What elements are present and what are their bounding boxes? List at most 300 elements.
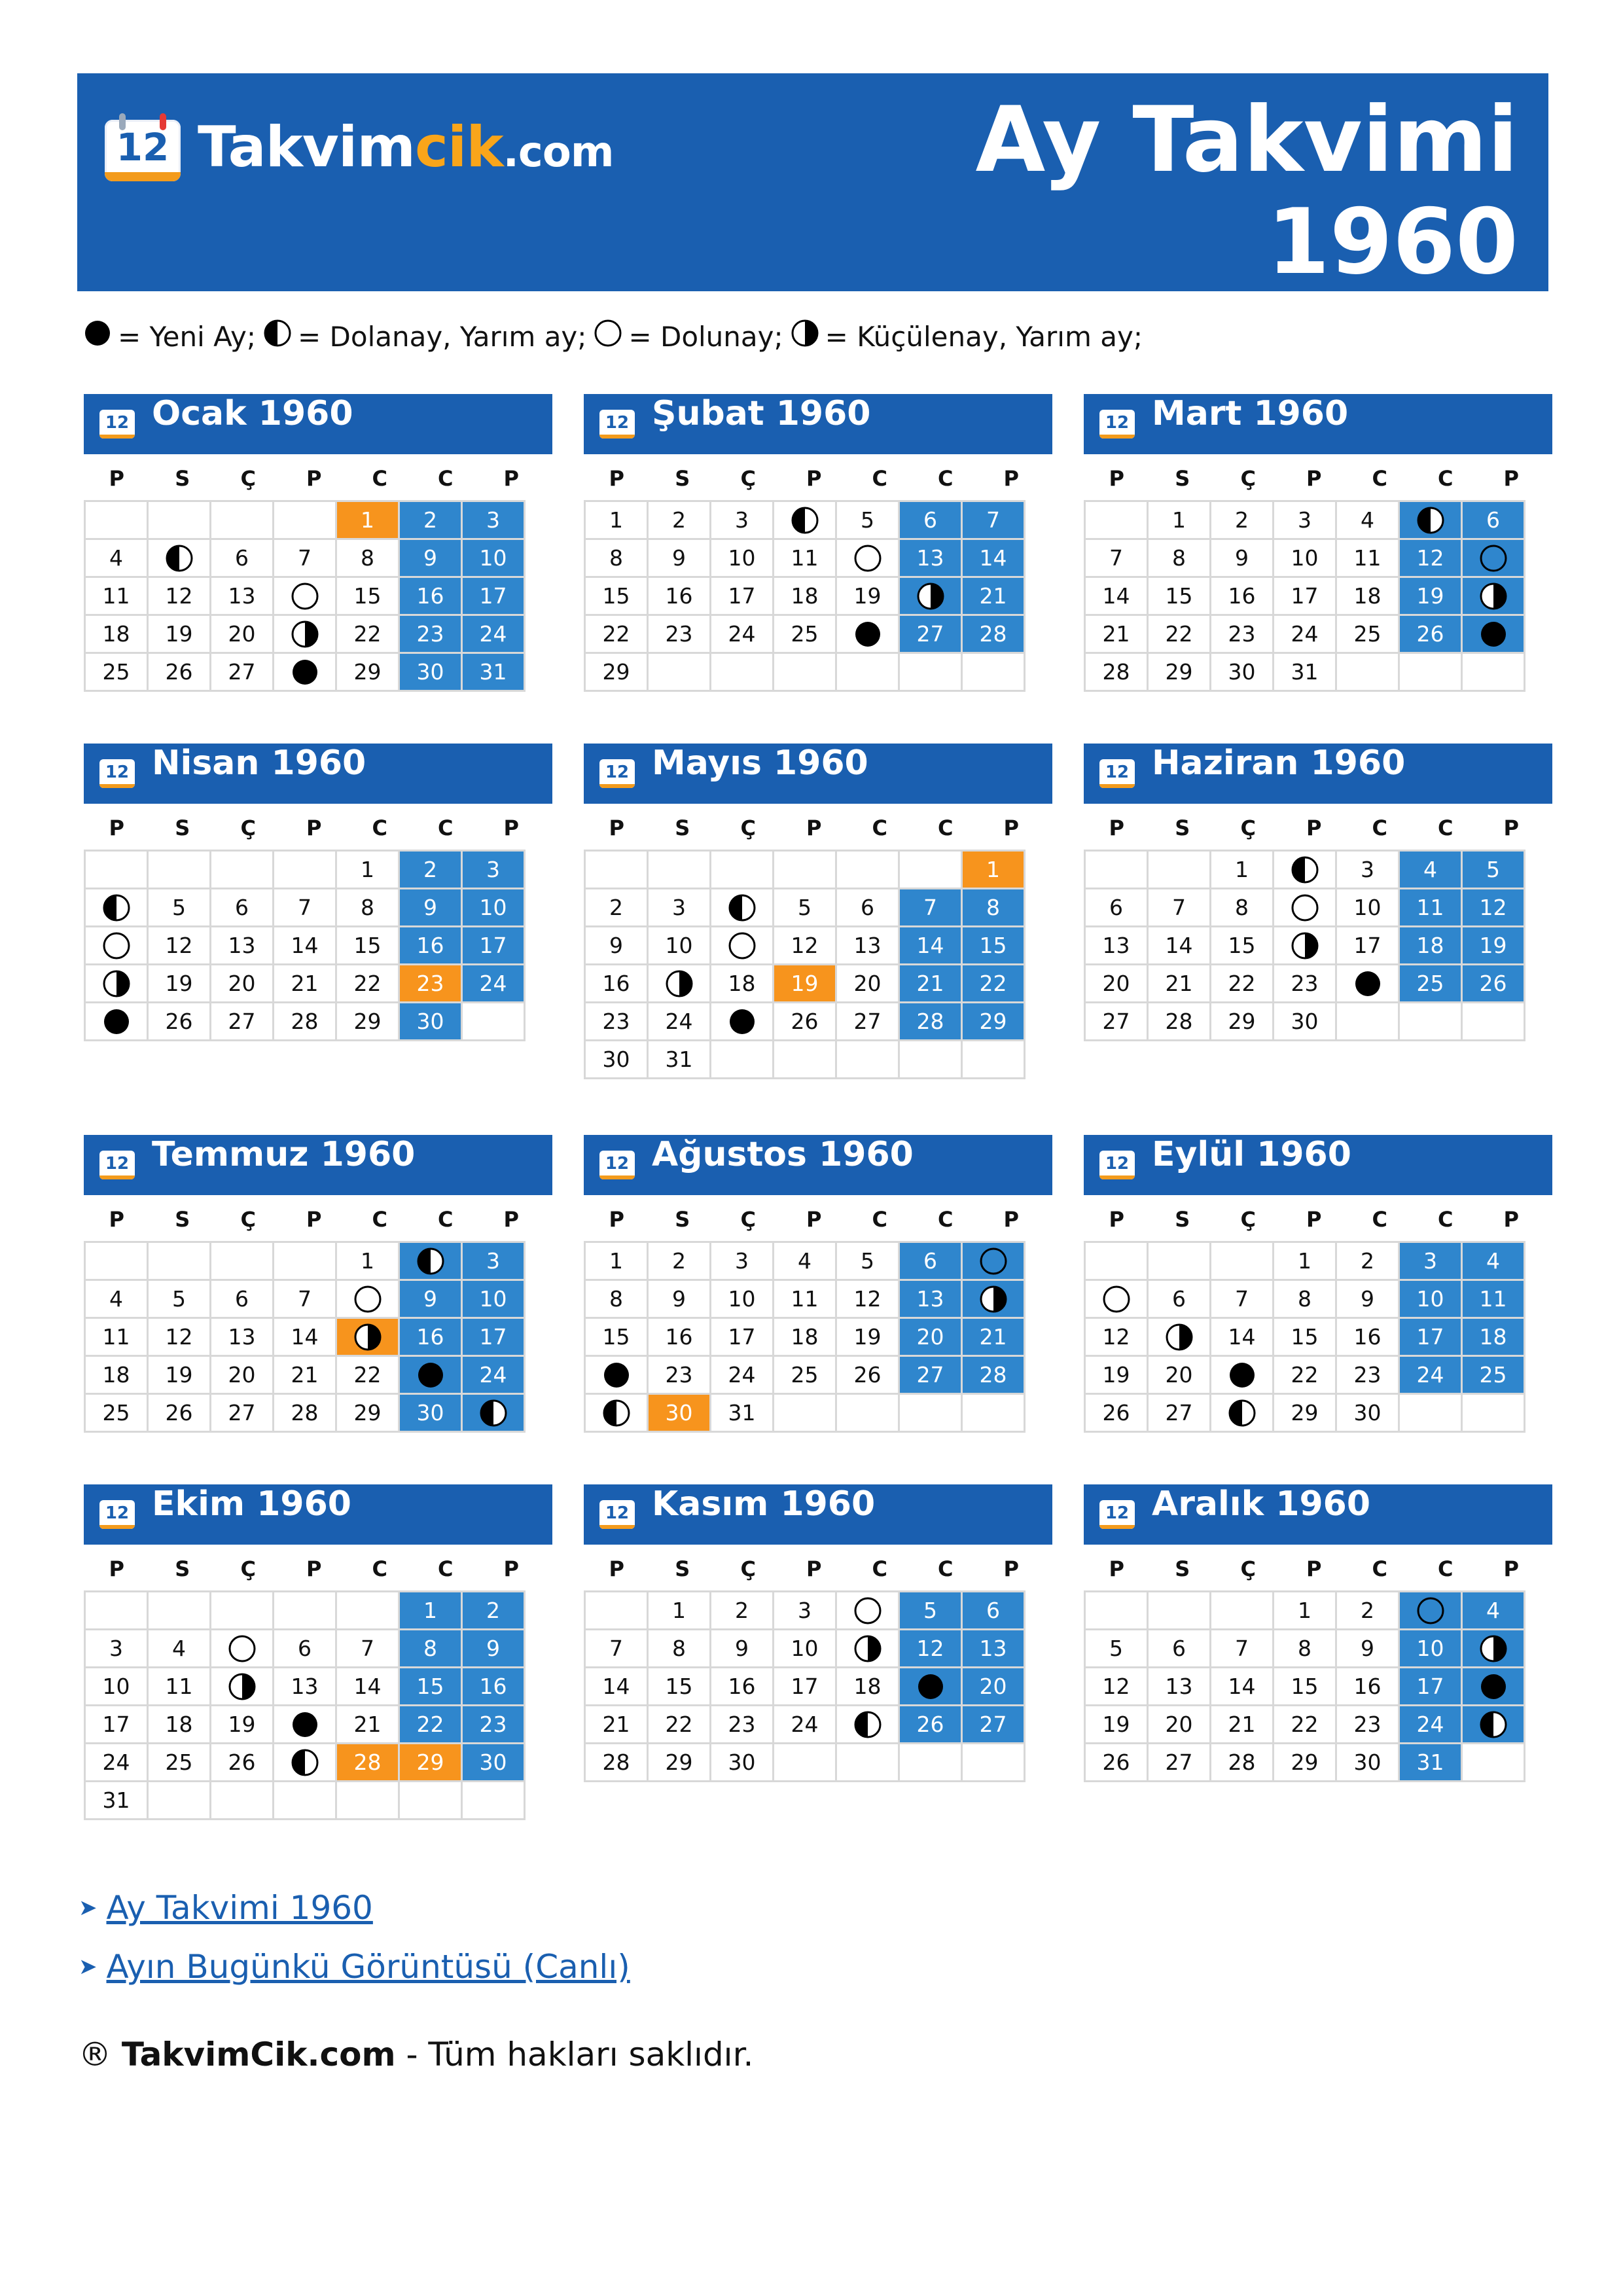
day-cell[interactable]: 30 <box>585 1041 648 1079</box>
day-cell[interactable]: 23 <box>711 1706 774 1744</box>
day-cell[interactable] <box>336 1280 399 1318</box>
day-cell[interactable]: 1 <box>585 1242 648 1280</box>
day-cell[interactable]: 26 <box>148 1003 211 1041</box>
day-cell[interactable]: 11 <box>85 577 148 615</box>
day-cell[interactable]: 12 <box>836 1280 899 1318</box>
day-cell[interactable]: 20 <box>211 965 274 1003</box>
day-cell[interactable]: 7 <box>1211 1280 1274 1318</box>
day-cell[interactable]: 29 <box>336 1394 399 1432</box>
day-cell[interactable]: 7 <box>336 1630 399 1668</box>
day-cell[interactable]: 31 <box>711 1394 774 1432</box>
day-cell[interactable]: 16 <box>648 577 711 615</box>
day-cell[interactable] <box>462 1394 525 1432</box>
day-cell[interactable] <box>399 1242 462 1280</box>
day-cell[interactable]: 3 <box>462 501 525 539</box>
day-cell[interactable]: 7 <box>899 889 962 927</box>
day-cell[interactable]: 27 <box>1148 1394 1211 1432</box>
day-cell[interactable]: 31 <box>648 1041 711 1079</box>
day-cell[interactable]: 26 <box>1462 965 1525 1003</box>
day-cell[interactable]: 22 <box>648 1706 711 1744</box>
day-cell[interactable]: 4 <box>85 1280 148 1318</box>
day-cell[interactable]: 14 <box>899 927 962 965</box>
day-cell[interactable]: 9 <box>1336 1630 1399 1668</box>
day-cell[interactable]: 10 <box>1399 1630 1462 1668</box>
day-cell[interactable]: 9 <box>1211 539 1274 577</box>
day-cell[interactable]: 24 <box>1274 615 1336 653</box>
day-cell[interactable]: 1 <box>336 1242 399 1280</box>
day-cell[interactable]: 10 <box>462 889 525 927</box>
day-cell[interactable]: 22 <box>1274 1356 1336 1394</box>
day-cell[interactable]: 6 <box>1148 1630 1211 1668</box>
day-cell[interactable]: 25 <box>774 615 836 653</box>
day-cell[interactable]: 2 <box>399 501 462 539</box>
day-cell[interactable]: 26 <box>1085 1744 1148 1782</box>
day-cell[interactable] <box>585 1356 648 1394</box>
day-cell[interactable]: 12 <box>1399 539 1462 577</box>
day-cell[interactable]: 22 <box>962 965 1025 1003</box>
day-cell[interactable]: 19 <box>1399 577 1462 615</box>
day-cell[interactable]: 10 <box>711 539 774 577</box>
day-cell[interactable] <box>585 1394 648 1432</box>
day-cell[interactable] <box>85 927 148 965</box>
day-cell[interactable]: 20 <box>211 615 274 653</box>
day-cell[interactable]: 24 <box>648 1003 711 1041</box>
day-cell[interactable]: 13 <box>899 539 962 577</box>
day-cell[interactable]: 15 <box>962 927 1025 965</box>
day-cell[interactable]: 13 <box>274 1668 336 1706</box>
day-cell[interactable]: 20 <box>836 965 899 1003</box>
day-cell[interactable]: 9 <box>462 1630 525 1668</box>
day-cell[interactable]: 27 <box>1085 1003 1148 1041</box>
day-cell[interactable]: 22 <box>336 1356 399 1394</box>
day-cell[interactable]: 16 <box>648 1318 711 1356</box>
day-cell[interactable]: 1 <box>1274 1242 1336 1280</box>
day-cell[interactable]: 19 <box>836 1318 899 1356</box>
day-cell[interactable]: 14 <box>274 927 336 965</box>
day-cell[interactable]: 8 <box>1211 889 1274 927</box>
day-cell[interactable]: 3 <box>711 501 774 539</box>
day-cell[interactable]: 15 <box>1211 927 1274 965</box>
day-cell[interactable] <box>148 539 211 577</box>
day-cell[interactable]: 20 <box>899 1318 962 1356</box>
day-cell[interactable] <box>774 501 836 539</box>
day-cell[interactable]: 1 <box>648 1592 711 1630</box>
day-cell[interactable] <box>85 889 148 927</box>
day-cell[interactable]: 27 <box>211 1003 274 1041</box>
day-cell[interactable]: 10 <box>1336 889 1399 927</box>
day-cell[interactable]: 8 <box>1148 539 1211 577</box>
day-cell[interactable] <box>1462 1706 1525 1744</box>
day-cell[interactable]: 22 <box>336 965 399 1003</box>
day-cell[interactable]: 12 <box>1462 889 1525 927</box>
day-cell[interactable] <box>1274 927 1336 965</box>
day-cell[interactable]: 14 <box>1085 577 1148 615</box>
day-cell[interactable]: 1 <box>962 851 1025 889</box>
day-cell[interactable]: 28 <box>1148 1003 1211 1041</box>
day-cell[interactable]: 22 <box>399 1706 462 1744</box>
day-cell[interactable] <box>1211 1394 1274 1432</box>
day-cell[interactable]: 15 <box>1274 1318 1336 1356</box>
day-cell[interactable]: 9 <box>648 539 711 577</box>
day-cell[interactable]: 29 <box>585 653 648 691</box>
day-cell[interactable] <box>336 1318 399 1356</box>
day-cell[interactable] <box>836 539 899 577</box>
day-cell[interactable]: 13 <box>211 1318 274 1356</box>
day-cell[interactable]: 1 <box>336 851 399 889</box>
day-cell[interactable]: 3 <box>85 1630 148 1668</box>
day-cell[interactable]: 11 <box>85 1318 148 1356</box>
day-cell[interactable]: 30 <box>399 653 462 691</box>
day-cell[interactable]: 27 <box>899 615 962 653</box>
day-cell[interactable]: 29 <box>1148 653 1211 691</box>
day-cell[interactable]: 28 <box>274 1003 336 1041</box>
day-cell[interactable]: 6 <box>962 1592 1025 1630</box>
day-cell[interactable]: 20 <box>211 1356 274 1394</box>
day-cell[interactable]: 14 <box>962 539 1025 577</box>
day-cell[interactable]: 5 <box>899 1592 962 1630</box>
day-cell[interactable]: 9 <box>711 1630 774 1668</box>
day-cell[interactable]: 16 <box>711 1668 774 1706</box>
day-cell[interactable] <box>836 1630 899 1668</box>
day-cell[interactable]: 19 <box>836 577 899 615</box>
day-cell[interactable]: 21 <box>1211 1706 1274 1744</box>
day-cell[interactable]: 4 <box>1462 1242 1525 1280</box>
day-cell[interactable]: 26 <box>774 1003 836 1041</box>
day-cell[interactable]: 29 <box>399 1744 462 1782</box>
day-cell[interactable] <box>211 1630 274 1668</box>
day-cell[interactable]: 23 <box>648 1356 711 1394</box>
day-cell[interactable]: 17 <box>462 927 525 965</box>
day-cell[interactable]: 23 <box>462 1706 525 1744</box>
day-cell[interactable] <box>1148 1318 1211 1356</box>
day-cell[interactable]: 15 <box>336 927 399 965</box>
day-cell[interactable]: 24 <box>774 1706 836 1744</box>
day-cell[interactable]: 25 <box>1462 1356 1525 1394</box>
day-cell[interactable]: 1 <box>399 1592 462 1630</box>
day-cell[interactable]: 11 <box>148 1668 211 1706</box>
day-cell[interactable]: 22 <box>585 615 648 653</box>
day-cell[interactable]: 3 <box>1399 1242 1462 1280</box>
day-cell[interactable]: 3 <box>648 889 711 927</box>
day-cell[interactable]: 14 <box>585 1668 648 1706</box>
moon-today-link[interactable]: Ayın Bugünkü Görüntüsü (Canlı) <box>106 1948 630 1986</box>
day-cell[interactable]: 27 <box>899 1356 962 1394</box>
day-cell[interactable]: 24 <box>1399 1356 1462 1394</box>
day-cell[interactable]: 27 <box>836 1003 899 1041</box>
day-cell[interactable]: 29 <box>648 1744 711 1782</box>
day-cell[interactable]: 15 <box>399 1668 462 1706</box>
day-cell[interactable]: 4 <box>774 1242 836 1280</box>
day-cell[interactable]: 4 <box>1462 1592 1525 1630</box>
day-cell[interactable]: 9 <box>648 1280 711 1318</box>
day-cell[interactable]: 17 <box>85 1706 148 1744</box>
day-cell[interactable]: 29 <box>1274 1744 1336 1782</box>
day-cell[interactable] <box>711 889 774 927</box>
day-cell[interactable]: 30 <box>1336 1744 1399 1782</box>
day-cell[interactable]: 20 <box>1085 965 1148 1003</box>
day-cell[interactable]: 8 <box>336 539 399 577</box>
day-cell[interactable]: 13 <box>211 577 274 615</box>
day-cell[interactable]: 30 <box>1336 1394 1399 1432</box>
day-cell[interactable]: 27 <box>211 1394 274 1432</box>
day-cell[interactable]: 23 <box>1336 1706 1399 1744</box>
day-cell[interactable]: 11 <box>1399 889 1462 927</box>
day-cell[interactable]: 8 <box>585 1280 648 1318</box>
day-cell[interactable]: 2 <box>1336 1242 1399 1280</box>
day-cell[interactable]: 26 <box>211 1744 274 1782</box>
day-cell[interactable] <box>836 1706 899 1744</box>
day-cell[interactable]: 5 <box>836 501 899 539</box>
day-cell[interactable]: 8 <box>1274 1630 1336 1668</box>
day-cell[interactable]: 12 <box>774 927 836 965</box>
day-cell[interactable]: 10 <box>462 1280 525 1318</box>
day-cell[interactable]: 9 <box>399 889 462 927</box>
day-cell[interactable]: 23 <box>1336 1356 1399 1394</box>
day-cell[interactable]: 15 <box>585 1318 648 1356</box>
day-cell[interactable] <box>836 615 899 653</box>
day-cell[interactable] <box>711 927 774 965</box>
day-cell[interactable]: 3 <box>774 1592 836 1630</box>
day-cell[interactable]: 2 <box>585 889 648 927</box>
day-cell[interactable]: 16 <box>585 965 648 1003</box>
day-cell[interactable]: 15 <box>1274 1668 1336 1706</box>
day-cell[interactable]: 9 <box>1336 1280 1399 1318</box>
day-cell[interactable]: 10 <box>1274 539 1336 577</box>
day-cell[interactable]: 23 <box>648 615 711 653</box>
day-cell[interactable]: 29 <box>962 1003 1025 1041</box>
day-cell[interactable]: 10 <box>774 1630 836 1668</box>
day-cell[interactable]: 7 <box>585 1630 648 1668</box>
day-cell[interactable]: 27 <box>962 1706 1025 1744</box>
day-cell[interactable]: 21 <box>585 1706 648 1744</box>
day-cell[interactable]: 12 <box>1085 1668 1148 1706</box>
day-cell[interactable]: 14 <box>1211 1668 1274 1706</box>
day-cell[interactable]: 10 <box>462 539 525 577</box>
day-cell[interactable]: 9 <box>399 1280 462 1318</box>
day-cell[interactable] <box>1274 851 1336 889</box>
day-cell[interactable]: 7 <box>1148 889 1211 927</box>
day-cell[interactable]: 19 <box>148 965 211 1003</box>
day-cell[interactable]: 23 <box>1274 965 1336 1003</box>
day-cell[interactable]: 10 <box>648 927 711 965</box>
day-cell[interactable]: 13 <box>962 1630 1025 1668</box>
day-cell[interactable]: 16 <box>399 927 462 965</box>
day-cell[interactable]: 1 <box>336 501 399 539</box>
day-cell[interactable]: 7 <box>274 1280 336 1318</box>
day-cell[interactable]: 6 <box>899 501 962 539</box>
day-cell[interactable]: 26 <box>1399 615 1462 653</box>
day-cell[interactable]: 17 <box>1399 1668 1462 1706</box>
day-cell[interactable]: 17 <box>774 1668 836 1706</box>
day-cell[interactable]: 19 <box>1085 1356 1148 1394</box>
day-cell[interactable]: 21 <box>274 1356 336 1394</box>
day-cell[interactable]: 26 <box>148 653 211 691</box>
day-cell[interactable]: 24 <box>711 615 774 653</box>
day-cell[interactable] <box>1462 539 1525 577</box>
day-cell[interactable]: 23 <box>585 1003 648 1041</box>
day-cell[interactable]: 18 <box>836 1668 899 1706</box>
day-cell[interactable] <box>899 577 962 615</box>
day-cell[interactable]: 17 <box>462 1318 525 1356</box>
day-cell[interactable]: 4 <box>148 1630 211 1668</box>
day-cell[interactable]: 2 <box>1211 501 1274 539</box>
day-cell[interactable]: 16 <box>1211 577 1274 615</box>
day-cell[interactable]: 2 <box>648 501 711 539</box>
day-cell[interactable]: 13 <box>1085 927 1148 965</box>
day-cell[interactable]: 4 <box>85 539 148 577</box>
day-cell[interactable]: 5 <box>148 1280 211 1318</box>
day-cell[interactable] <box>1462 1668 1525 1706</box>
day-cell[interactable]: 28 <box>336 1744 399 1782</box>
day-cell[interactable]: 30 <box>648 1394 711 1432</box>
moon-calendar-link[interactable]: Ay Takvimi 1960 <box>106 1889 373 1927</box>
day-cell[interactable]: 16 <box>399 1318 462 1356</box>
day-cell[interactable]: 7 <box>274 539 336 577</box>
day-cell[interactable]: 5 <box>148 889 211 927</box>
day-cell[interactable] <box>1462 577 1525 615</box>
day-cell[interactable]: 21 <box>962 577 1025 615</box>
day-cell[interactable]: 28 <box>274 1394 336 1432</box>
day-cell[interactable] <box>648 965 711 1003</box>
day-cell[interactable]: 30 <box>711 1744 774 1782</box>
day-cell[interactable]: 10 <box>85 1668 148 1706</box>
day-cell[interactable]: 25 <box>148 1744 211 1782</box>
day-cell[interactable]: 31 <box>85 1782 148 1820</box>
day-cell[interactable]: 17 <box>711 1318 774 1356</box>
day-cell[interactable]: 2 <box>399 851 462 889</box>
day-cell[interactable] <box>1399 1592 1462 1630</box>
day-cell[interactable]: 16 <box>1336 1668 1399 1706</box>
day-cell[interactable]: 18 <box>1399 927 1462 965</box>
day-cell[interactable]: 14 <box>1211 1318 1274 1356</box>
day-cell[interactable]: 12 <box>148 577 211 615</box>
day-cell[interactable]: 21 <box>336 1706 399 1744</box>
day-cell[interactable] <box>274 1706 336 1744</box>
day-cell[interactable]: 19 <box>1462 927 1525 965</box>
day-cell[interactable]: 25 <box>1399 965 1462 1003</box>
day-cell[interactable]: 30 <box>462 1744 525 1782</box>
day-cell[interactable]: 13 <box>1148 1668 1211 1706</box>
day-cell[interactable]: 25 <box>1336 615 1399 653</box>
day-cell[interactable] <box>962 1242 1025 1280</box>
day-cell[interactable]: 24 <box>711 1356 774 1394</box>
day-cell[interactable]: 8 <box>585 539 648 577</box>
day-cell[interactable]: 8 <box>1274 1280 1336 1318</box>
day-cell[interactable]: 16 <box>1336 1318 1399 1356</box>
day-cell[interactable]: 1 <box>1274 1592 1336 1630</box>
day-cell[interactable] <box>711 1003 774 1041</box>
day-cell[interactable]: 5 <box>774 889 836 927</box>
day-cell[interactable]: 8 <box>336 889 399 927</box>
day-cell[interactable]: 28 <box>899 1003 962 1041</box>
day-cell[interactable]: 21 <box>899 965 962 1003</box>
day-cell[interactable]: 24 <box>462 1356 525 1394</box>
day-cell[interactable]: 9 <box>399 539 462 577</box>
day-cell[interactable]: 12 <box>899 1630 962 1668</box>
day-cell[interactable]: 10 <box>1399 1280 1462 1318</box>
day-cell[interactable]: 2 <box>711 1592 774 1630</box>
day-cell[interactable]: 6 <box>836 889 899 927</box>
day-cell[interactable]: 2 <box>648 1242 711 1280</box>
day-cell[interactable]: 13 <box>211 927 274 965</box>
day-cell[interactable]: 30 <box>399 1394 462 1432</box>
day-cell[interactable]: 26 <box>899 1706 962 1744</box>
day-cell[interactable]: 18 <box>85 615 148 653</box>
day-cell[interactable]: 6 <box>211 539 274 577</box>
day-cell[interactable]: 23 <box>399 615 462 653</box>
day-cell[interactable]: 18 <box>148 1706 211 1744</box>
day-cell[interactable]: 24 <box>1399 1706 1462 1744</box>
day-cell[interactable]: 28 <box>1211 1744 1274 1782</box>
day-cell[interactable]: 27 <box>211 653 274 691</box>
day-cell[interactable]: 2 <box>462 1592 525 1630</box>
day-cell[interactable] <box>274 1744 336 1782</box>
day-cell[interactable]: 31 <box>462 653 525 691</box>
day-cell[interactable]: 7 <box>1211 1630 1274 1668</box>
day-cell[interactable]: 19 <box>148 615 211 653</box>
day-cell[interactable]: 19 <box>774 965 836 1003</box>
site-logo[interactable] <box>105 111 614 183</box>
day-cell[interactable]: 15 <box>336 577 399 615</box>
day-cell[interactable]: 28 <box>585 1744 648 1782</box>
day-cell[interactable]: 15 <box>585 577 648 615</box>
day-cell[interactable]: 7 <box>1085 539 1148 577</box>
day-cell[interactable]: 25 <box>774 1356 836 1394</box>
day-cell[interactable]: 14 <box>274 1318 336 1356</box>
day-cell[interactable]: 3 <box>462 1242 525 1280</box>
day-cell[interactable]: 21 <box>962 1318 1025 1356</box>
day-cell[interactable]: 26 <box>1085 1394 1148 1432</box>
day-cell[interactable] <box>85 965 148 1003</box>
day-cell[interactable]: 6 <box>1462 501 1525 539</box>
day-cell[interactable]: 12 <box>148 927 211 965</box>
day-cell[interactable]: 6 <box>899 1242 962 1280</box>
day-cell[interactable]: 30 <box>399 1003 462 1041</box>
day-cell[interactable]: 1 <box>1211 851 1274 889</box>
day-cell[interactable]: 4 <box>1336 501 1399 539</box>
day-cell[interactable]: 7 <box>962 501 1025 539</box>
day-cell[interactable]: 3 <box>711 1242 774 1280</box>
day-cell[interactable]: 2 <box>1336 1592 1399 1630</box>
day-cell[interactable]: 1 <box>1148 501 1211 539</box>
day-cell[interactable]: 11 <box>774 539 836 577</box>
day-cell[interactable]: 29 <box>1211 1003 1274 1041</box>
day-cell[interactable]: 8 <box>399 1630 462 1668</box>
day-cell[interactable]: 18 <box>1336 577 1399 615</box>
day-cell[interactable]: 30 <box>1211 653 1274 691</box>
day-cell[interactable]: 17 <box>462 577 525 615</box>
day-cell[interactable]: 28 <box>962 1356 1025 1394</box>
day-cell[interactable]: 5 <box>836 1242 899 1280</box>
day-cell[interactable]: 24 <box>462 965 525 1003</box>
day-cell[interactable] <box>274 577 336 615</box>
day-cell[interactable]: 14 <box>336 1668 399 1706</box>
day-cell[interactable]: 8 <box>648 1630 711 1668</box>
day-cell[interactable]: 27 <box>1148 1744 1211 1782</box>
day-cell[interactable]: 3 <box>1274 501 1336 539</box>
day-cell[interactable]: 22 <box>336 615 399 653</box>
day-cell[interactable] <box>274 653 336 691</box>
day-cell[interactable]: 18 <box>711 965 774 1003</box>
day-cell[interactable]: 20 <box>962 1668 1025 1706</box>
day-cell[interactable]: 20 <box>1148 1356 1211 1394</box>
day-cell[interactable] <box>1085 1280 1148 1318</box>
day-cell[interactable]: 6 <box>274 1630 336 1668</box>
day-cell[interactable]: 17 <box>711 577 774 615</box>
day-cell[interactable]: 30 <box>1274 1003 1336 1041</box>
day-cell[interactable]: 16 <box>399 577 462 615</box>
day-cell[interactable]: 5 <box>1085 1630 1148 1668</box>
